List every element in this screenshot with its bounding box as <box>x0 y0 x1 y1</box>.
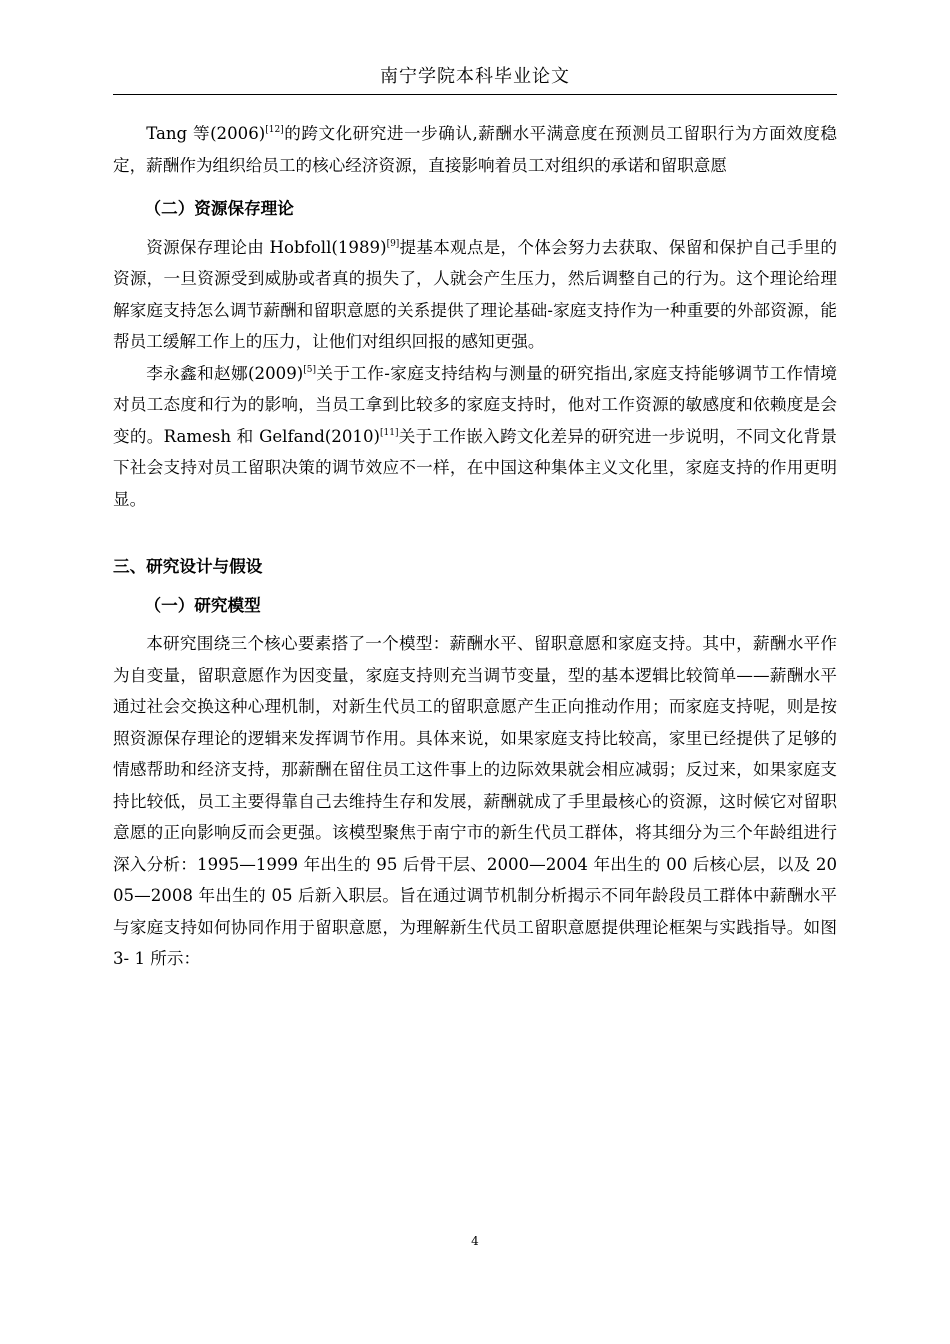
header-rule <box>113 94 837 95</box>
spacer <box>113 583 837 590</box>
paragraph-tang <box>113 118 837 181</box>
citation: [11] <box>380 427 399 438</box>
citation: [9] <box>386 238 400 249</box>
text-run: 的跨文化研究进一步确认,薪酬水平满意度在预测员工留职行为方面效度稳定，薪酬作为组织给员工的核心经济资源，直接影响着员工对组织的承诺和留职意愿 <box>113 124 837 175</box>
text-run: 提基本观点是，个体会努力去获取、保留和保护自己手里的资源，一旦资源受到威胁或者真的损失了，人就会产生压力，然后调整自己的行为。这个理论给理解家庭支持怎么调节薪酬和留职意愿的关系提供了理论基础-家庭支持作为一种重要的外部资源，能帮员工缓解工作上的压力，让他们对组织回报的感知更强。 <box>113 237 838 351</box>
paragraph-hobfoll <box>113 232 837 358</box>
section-heading-resource-conservation: （二）资源保存理论 <box>144 198 294 218</box>
paragraph-research-model: 本研究围绕三个核心要素搭了一个模型：薪酬水平、留职意愿和家庭支持。其中，薪酬水平作为自变量，留职意愿作为因变量，家庭支持则充当调节变量，型的基本逻辑比较简单——薪酬水平通过社会交换这种心理机制，对新生代员工的留职意愿产生正向推动作用；而家庭支持呢，则是按照资源保存理论的逻辑来发挥调节作用。具体来说，如果家庭支持比较高，家里已经提供了足够的情感帮助和经济支持，那薪酬在留住员工这件事上的边际效果就会相应减弱；反过来，如果家庭支持比较低，员工主要得靠自己去维持生存和发展，薪酬就成了手里最核心的资源，这时候它对留职意愿的正向影响反而会更强。该模型聚焦于南宁市的新生代员工群体，将其细分为三个年龄组进行深入分析：1995—1999 年出生的 95 后骨干层、2000—2004 年出生的 00 后核心层，以及 2005—2008 年出生的 05 后新入职层。旨在通过调节机制分析揭示不同年龄段员工群体中薪酬水平与家庭支持如何协同作用于留职意愿，为理解新生代员工留职意愿提供理论框架与实践指导。如图 3- 1 所示： <box>113 634 837 968</box>
spacer <box>113 225 837 232</box>
section-heading-research-model: （一）研究模型 <box>144 594 261 615</box>
text-run: 资源保存理论由 Hobfoll(1989) <box>146 237 387 257</box>
chapter-heading-research-design: 三、研究设计与假设 <box>113 556 263 576</box>
text-run: Tang 等(2006) <box>146 124 266 143</box>
page-number: 4 <box>471 1234 479 1248</box>
text-run: 关于工作-家庭支持结构与测量的研究指出,家庭支持能够调节工作情境对员工态度和行为的影响，当员工拿到比较多的家庭支持时，他对工作资源的敏感度和依赖度是会变的。Ramesh 和 Gelfand(2010) <box>113 363 837 446</box>
spacer <box>113 621 837 628</box>
spacer <box>113 181 837 193</box>
citation: [12] <box>265 125 284 135</box>
citation: [5] <box>303 364 316 375</box>
body-text <box>113 118 837 975</box>
spacer <box>113 515 837 551</box>
paragraph-li-zhao <box>113 358 837 516</box>
running-header: 南宁学院本科毕业论文 <box>380 66 570 87</box>
text-run: 李永鑫和赵娜(2009) <box>146 363 304 383</box>
text-run: 关于工作嵌入跨文化差异的研究进一步说明，不同文化背景下社会支持对员工留职决策的调节效应不一样，在中国这种集体主义文化里，家庭支持的作用更明显。 <box>113 426 838 509</box>
